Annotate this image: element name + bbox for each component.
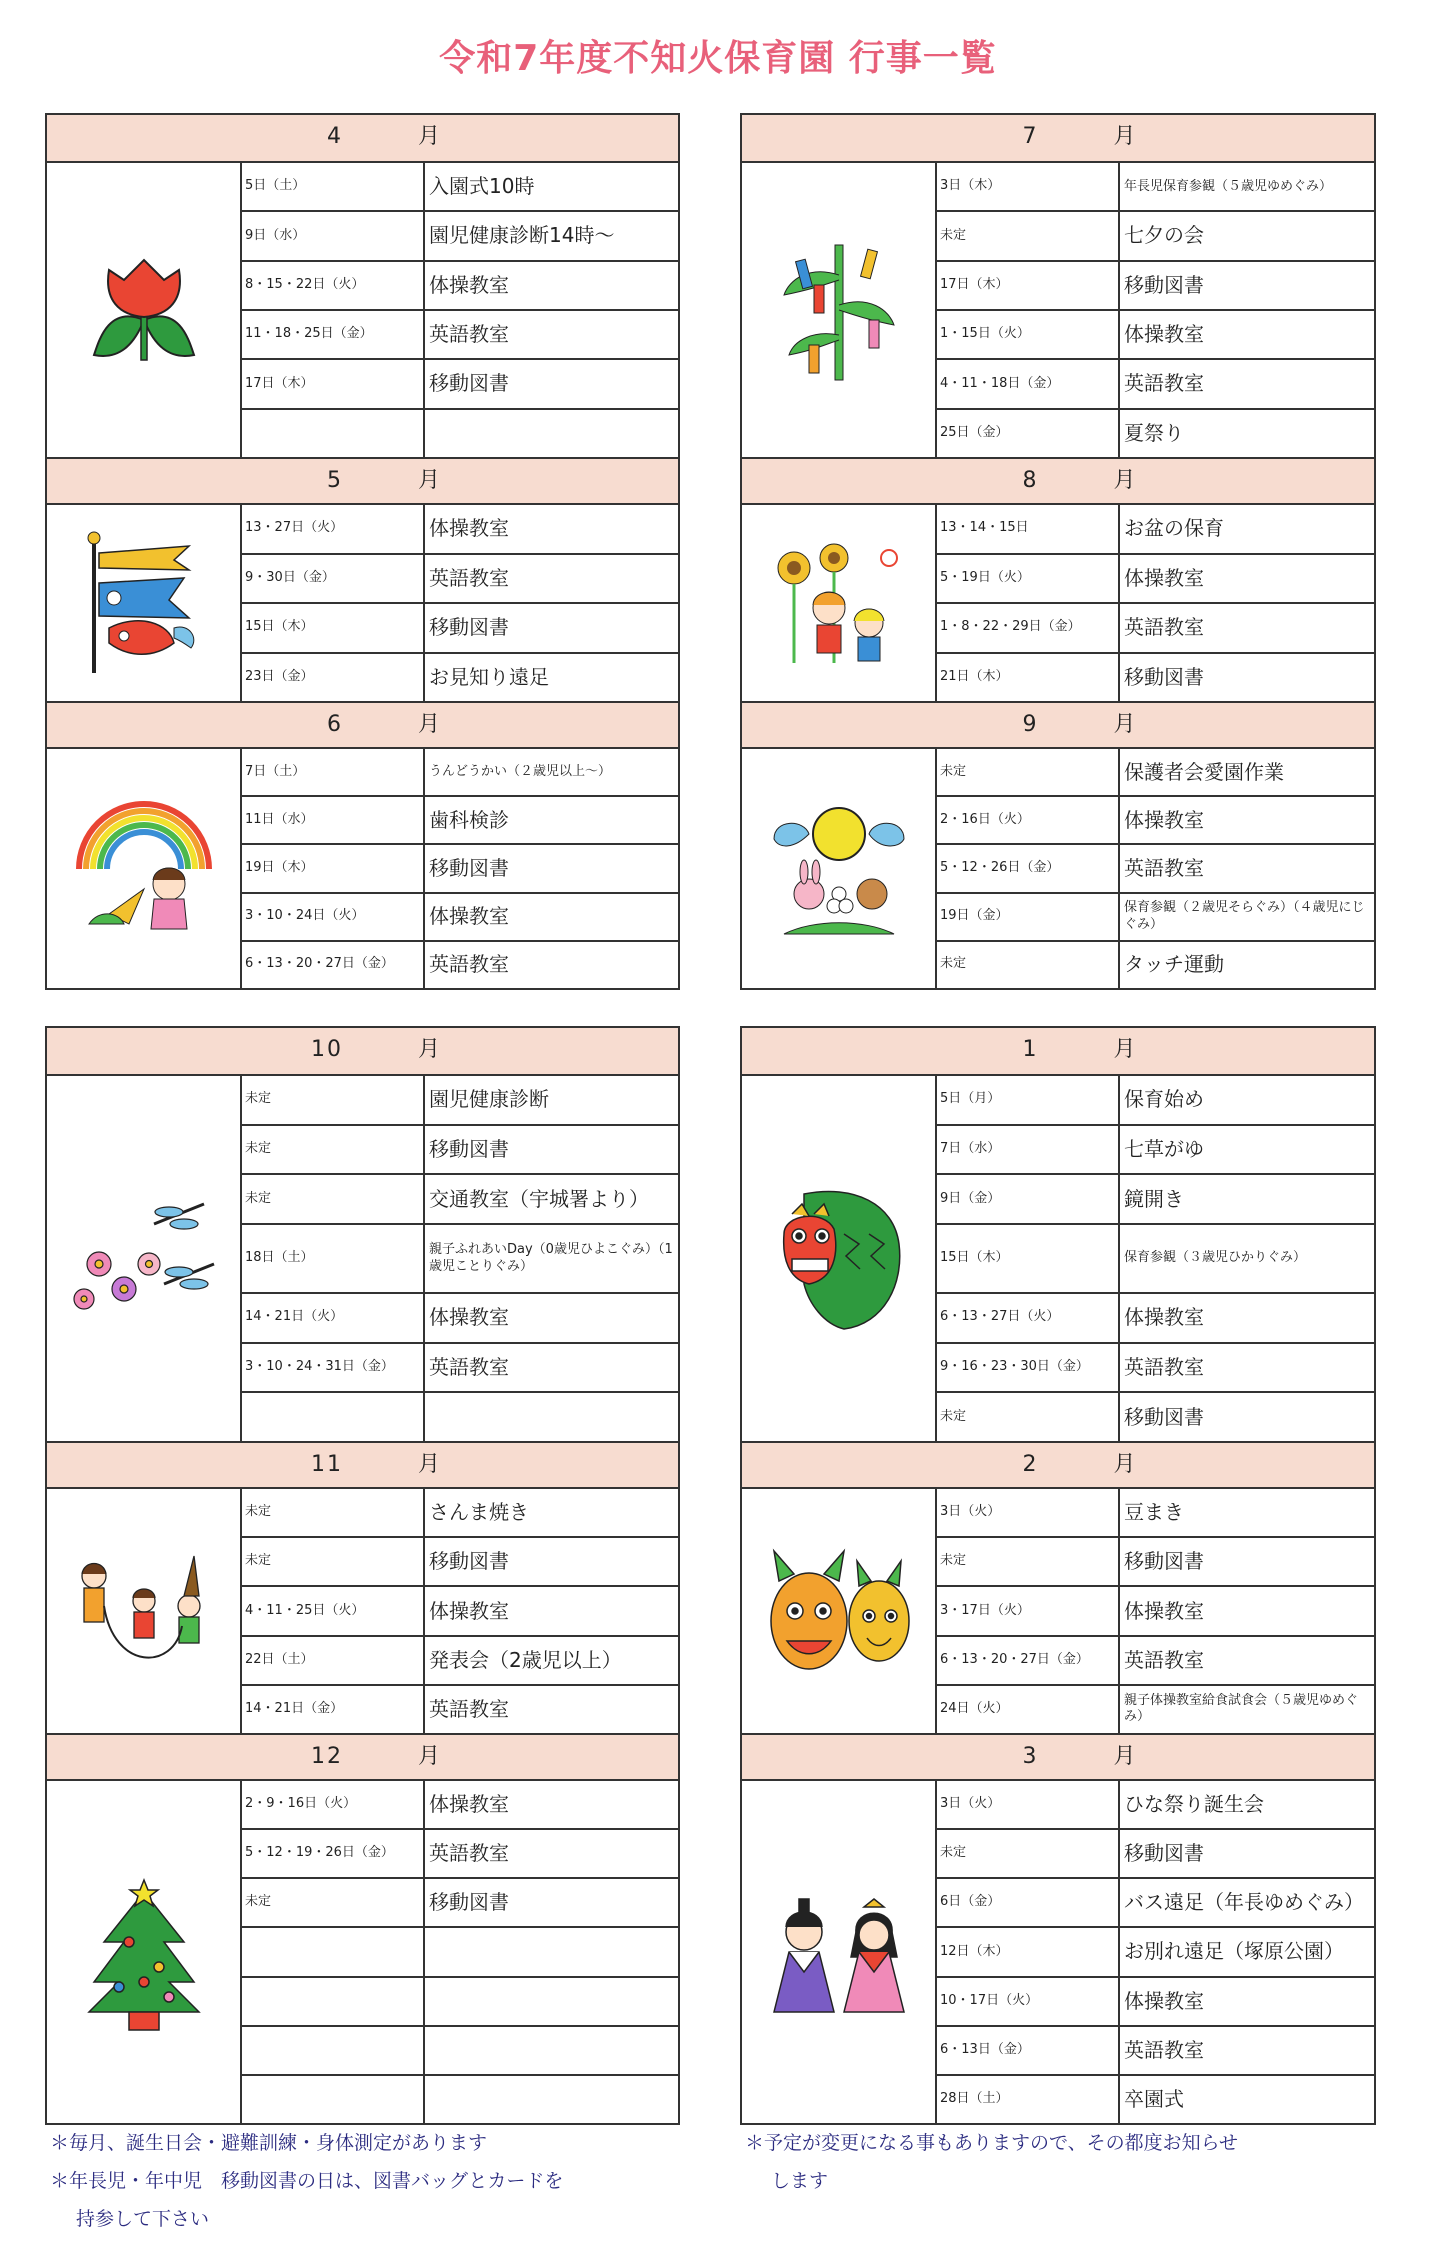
event-name: 英語教室 [429,322,509,347]
event-name: 移動図書 [1124,664,1204,689]
event-name: 豆まき [1124,1500,1184,1525]
hina-dolls-icon [742,1781,937,2123]
event-date: 未定 [937,1538,1120,1585]
event-name: お盆の保育 [1124,516,1224,541]
event-date [242,1978,425,2025]
event-row [937,1225,1374,1294]
event-date: 未定 [937,212,1120,259]
rainbow-icon [47,749,242,988]
event-name: 体操教室 [1124,565,1204,590]
month-unit: 月 [417,1744,442,1769]
event-date: 3日（火） [937,1781,1120,1828]
event-name: うんどうかい（２歳児以上～） [429,763,612,779]
month-header-jan [742,1028,1374,1076]
event-row [242,311,678,360]
month-body-aug [742,505,1374,701]
event-date: 1・8・22・29日（金） [937,604,1120,652]
event-row [242,1781,678,1830]
christmas-tree-icon [47,1781,242,2123]
event-rows-jul [937,163,1374,457]
event-date: 23日（金） [242,654,425,702]
event-date: 28日（土） [937,2076,1120,2123]
event-rows-oct [242,1076,678,1441]
event-row [937,163,1374,212]
carp-streamer-icon [47,505,242,701]
event-row [242,942,678,988]
event-date [242,2076,425,2123]
month-header-may [47,457,678,505]
event-date: 22日（土） [242,1637,425,1684]
footer-notes-right [745,2124,1385,2200]
event-rows-apr [242,163,678,457]
event-date: 15日（木） [937,1225,1120,1292]
event-date: 未定 [242,1076,425,1124]
event-row [242,845,678,893]
month-unit: 月 [417,124,442,149]
month-number: 9 [1022,712,1039,737]
event-name: 英語教室 [429,952,509,977]
event-name: 英語教室 [1124,2037,1204,2062]
event-rows-aug [937,505,1374,701]
event-row [937,360,1374,409]
event-name: 英語教室 [429,565,509,590]
month-unit: 月 [1113,712,1138,737]
event-name: 体操教室 [1124,1988,1204,2013]
event-name: 移動図書 [429,1137,509,1162]
month-number: 11 [311,1452,343,1477]
event-row [242,749,678,797]
event-name: 歯科検診 [429,807,509,832]
event-row [937,1830,1374,1879]
event-date: 17日（木） [242,360,425,407]
event-row [242,212,678,261]
event-name: 鏡開き [1124,1186,1184,1211]
month-unit: 月 [417,1037,442,1062]
event-row [242,604,678,654]
event-row [937,410,1374,457]
event-row [937,212,1374,261]
event-date: 未定 [937,1393,1120,1441]
event-row [242,797,678,845]
event-date: 3日（木） [937,163,1120,210]
event-date: 未定 [242,1538,425,1585]
event-row [937,1781,1374,1830]
note-line: 持参して下さい [76,2208,210,2230]
event-name: 親子体操教室給食試食会（５歳児ゆめぐみ） [1124,1693,1359,1725]
event-name: 体操教室 [1124,807,1204,832]
event-row [937,2076,1374,2123]
month-number: 2 [1022,1452,1039,1477]
month-unit: 月 [1113,1452,1138,1477]
event-rows-feb [937,1489,1374,1733]
month-header-oct [47,1028,678,1076]
event-date [242,410,425,457]
event-row [242,1637,678,1686]
event-name: 保育始め [1124,1087,1204,1112]
month-unit: 月 [417,712,442,737]
event-date: 5・12・26日（金） [937,845,1120,891]
month-unit: 月 [417,468,442,493]
event-name: 英語教室 [1124,1354,1204,1379]
event-date: 10・17日（火） [937,1978,1120,2025]
month-number: 8 [1022,468,1039,493]
event-row [937,311,1374,360]
event-row [242,1587,678,1636]
oni-masks-icon [742,1489,937,1733]
event-date: 6・13日（金） [937,2027,1120,2074]
calendar-block-apr-jun [45,113,680,990]
calendar-block-jul-sep [740,113,1376,990]
event-name: 移動図書 [1124,272,1204,297]
event-row [242,1076,678,1126]
event-date: 25日（金） [937,410,1120,457]
event-name: 移動図書 [1124,1549,1204,1574]
event-name: 園児健康診断 [429,1087,549,1112]
event-name: 保育参観（２歳児そらぐみ）（４歳児にじぐみ） [1124,900,1365,932]
event-row [937,555,1374,605]
event-name: 英語教室 [1124,1647,1204,1672]
sunflower-children-icon [742,505,937,701]
note-line: ＊毎月、誕生日会・避難訓練・身体測定があります [50,2132,488,2154]
event-row [242,262,678,311]
event-name: 交通教室（宇城署より） [429,1186,649,1211]
event-name: さんま焼き [429,1500,529,1525]
note-line: ＊年長児・年中児 移動図書の日は、図書バッグとカードを [50,2170,564,2192]
moon-viewing-icon [742,749,937,988]
event-date: 3・10・24日（火） [242,894,425,940]
event-row [937,1126,1374,1176]
event-row [242,1830,678,1879]
month-body-feb [742,1489,1374,1733]
event-row [937,505,1374,555]
month-number: 5 [327,468,343,493]
event-date: 18日（土） [242,1225,425,1292]
event-date: 2・16日（火） [937,797,1120,843]
event-date: 3日（火） [937,1489,1120,1536]
month-unit: 月 [1113,1744,1138,1769]
event-row [937,845,1374,893]
event-date: 未定 [242,1175,425,1223]
month-number: 12 [311,1744,343,1769]
month-unit: 月 [1113,1037,1138,1062]
month-body-apr [47,163,678,457]
event-name: 発表会（2歳児以上） [429,1647,622,1672]
month-number: 4 [327,124,343,149]
event-date: 1・15日（火） [937,311,1120,358]
event-name: 入園式10時 [429,174,535,199]
event-name: お見知り遠足 [429,664,549,689]
event-rows-mar [937,1781,1374,2123]
event-date: 4・11・18日（金） [937,360,1120,407]
event-date: 5・19日（火） [937,555,1120,603]
event-name: 体操教室 [429,1305,509,1330]
event-row [242,1126,678,1176]
event-date: 未定 [242,1879,425,1926]
event-name: 移動図書 [1124,1841,1204,1866]
event-row [937,262,1374,311]
calendar-block-oct-dec [45,1026,680,2125]
event-name: 移動図書 [429,856,509,880]
month-header-aug [742,457,1374,505]
month-header-mar [742,1733,1374,1781]
event-date [242,1928,425,1975]
event-name [425,2076,678,2123]
month-header-jun [47,701,678,749]
event-date: 14・21日（火） [242,1294,425,1342]
note-line: します [771,2170,829,2192]
event-name: 体操教室 [429,1792,509,1817]
event-row [242,163,678,212]
event-row [937,1587,1374,1636]
event-date: 未定 [937,942,1120,988]
event-name: 英語教室 [429,1354,509,1379]
event-row [242,555,678,605]
month-body-jan [742,1076,1374,1441]
cosmos-dragonfly-icon [47,1076,242,1441]
event-date: 5日（月） [937,1076,1120,1124]
event-row [937,1344,1374,1394]
event-row [937,1076,1374,1126]
jump-rope-kids-icon [47,1489,242,1733]
event-name: 英語教室 [1124,371,1204,396]
month-body-dec [47,1781,678,2123]
event-name: 親子ふれあいDay（0歳児ひよこぐみ）（1歳児ことりぐみ） [429,1242,673,1274]
month-header-apr [47,115,678,163]
event-row [242,410,678,457]
event-name [425,1393,678,1441]
event-rows-may [242,505,678,701]
event-row [242,1978,678,2027]
event-row [242,1879,678,1928]
tulip-icon [47,163,242,457]
event-date: 12日（木） [937,1928,1120,1975]
event-row [937,1489,1374,1538]
event-date: 11・18・25日（金） [242,311,425,358]
event-date: 19日（木） [242,845,425,891]
event-date: 未定 [937,749,1120,795]
event-row [937,1175,1374,1225]
event-date: 2・9・16日（火） [242,1781,425,1828]
event-name: 七草がゆ [1124,1137,1204,1162]
event-row [242,1344,678,1394]
event-date: 6・13・27日（火） [937,1294,1120,1342]
event-name: 英語教室 [1124,615,1204,640]
event-name [425,1978,678,2025]
event-date: 5・12・19・26日（金） [242,1830,425,1877]
event-date: 3・10・24・31日（金） [242,1344,425,1392]
event-row [937,749,1374,797]
event-name: 体操教室 [1124,1598,1204,1623]
event-name: 体操教室 [429,904,509,929]
event-date: 14・21日（金） [242,1686,425,1733]
event-row [937,1538,1374,1587]
event-row [937,1637,1374,1686]
month-body-may [47,505,678,701]
month-body-jul [742,163,1374,457]
event-name: 年長児保育参観（５歳児ゆめぐみ） [1124,178,1333,194]
event-name: 七夕の会 [1124,223,1204,248]
month-number: 1 [1022,1037,1039,1062]
event-row [937,1294,1374,1344]
month-body-mar [742,1781,1374,2123]
event-row [242,1175,678,1225]
month-header-feb [742,1441,1374,1489]
event-name: 体操教室 [429,516,509,541]
event-date: 11日（水） [242,797,425,843]
event-date: 21日（木） [937,654,1120,702]
event-row [937,1928,1374,1977]
event-row [242,1489,678,1538]
lion-dance-icon [742,1076,937,1441]
event-name: 移動図書 [429,1890,509,1915]
event-row [242,1294,678,1344]
event-date: 6・13・20・27日（金） [937,1637,1120,1684]
event-name: 移動図書 [429,1549,509,1574]
event-row [242,360,678,409]
event-name: 保護者会愛園作業 [1124,759,1284,784]
event-name: 体操教室 [429,1598,509,1623]
event-date: 17日（木） [937,262,1120,309]
month-unit: 月 [1113,124,1138,149]
month-body-oct [47,1076,678,1441]
event-date: 6日（金） [937,1879,1120,1926]
event-name: 移動図書 [429,371,509,396]
event-row [242,1538,678,1587]
event-row [242,894,678,942]
event-name: 卒園式 [1124,2086,1184,2111]
event-date: 7日（水） [937,1126,1120,1174]
event-row [242,2076,678,2123]
event-row [937,1686,1374,1733]
event-date: 19日（金） [937,894,1120,940]
event-name: 移動図書 [1124,1404,1204,1429]
month-number: 3 [1022,1744,1039,1769]
event-date: 6・13・20・27日（金） [242,942,425,988]
event-row [937,942,1374,988]
event-date: 3・17日（火） [937,1587,1120,1634]
event-name: 移動図書 [429,615,509,640]
event-date: 8・15・22日（火） [242,262,425,309]
page-title: 令和7年度不知火保育園 行事一覧 [439,38,997,79]
event-name [425,2027,678,2074]
event-row [937,1393,1374,1441]
event-name: 夏祭り [1124,420,1184,445]
month-header-nov [47,1441,678,1489]
month-header-jul [742,115,1374,163]
event-name: 英語教室 [1124,856,1204,880]
tanabata-bamboo-icon [742,163,937,457]
event-name: 体操教室 [429,272,509,297]
event-date: 未定 [242,1489,425,1536]
event-date: 未定 [937,1830,1120,1877]
month-number: 7 [1022,124,1039,149]
footer-notes-left [50,2124,690,2238]
event-name: お別れ遠足（塚原公園） [1124,1939,1344,1964]
event-name: ひな祭り誕生会 [1124,1792,1264,1817]
month-number: 10 [311,1037,343,1062]
event-rows-jan [937,1076,1374,1441]
event-row [937,604,1374,654]
event-name [425,410,678,457]
event-row [242,1393,678,1441]
note-line: ＊予定が変更になる事もありますので、その都度お知らせ [745,2132,1239,2154]
month-header-dec [47,1733,678,1781]
month-unit: 月 [417,1452,442,1477]
event-row [937,654,1374,702]
event-date: 5日（土） [242,163,425,210]
event-row [242,505,678,555]
event-name: 体操教室 [1124,1305,1204,1330]
event-row [937,894,1374,942]
event-date [242,1393,425,1441]
month-body-sep [742,749,1374,988]
event-name: 保育参観（３歳児ひかりぐみ） [1124,1250,1307,1266]
event-rows-jun [242,749,678,988]
event-name [425,1928,678,1975]
event-row [242,1686,678,1733]
event-row [937,2027,1374,2076]
event-date: 9・30日（金） [242,555,425,603]
event-name: 園児健康診断14時～ [429,223,615,248]
event-row [937,1879,1374,1928]
event-rows-nov [242,1489,678,1733]
event-rows-sep [937,749,1374,988]
calendar-block-jan-mar [740,1026,1376,2125]
month-body-jun [47,749,678,988]
event-rows-dec [242,1781,678,2123]
event-name: 体操教室 [1124,322,1204,347]
event-date [242,2027,425,2074]
event-date: 13・14・15日 [937,505,1120,553]
event-date: 7日（土） [242,749,425,795]
month-body-nov [47,1489,678,1733]
event-row [242,1928,678,1977]
event-row [242,1225,678,1294]
event-name: 英語教室 [429,1841,509,1866]
month-number: 6 [327,712,343,737]
event-row [937,797,1374,845]
event-name: バス遠足（年長ゆめぐみ） [1124,1890,1364,1915]
event-row [242,654,678,702]
event-name: タッチ運動 [1124,952,1224,977]
event-date: 未定 [242,1126,425,1174]
event-row [242,2027,678,2076]
event-date: 15日（木） [242,604,425,652]
event-date: 9日（水） [242,212,425,259]
event-date: 4・11・25日（火） [242,1587,425,1634]
event-date: 13・27日（火） [242,505,425,553]
event-row [937,1978,1374,2027]
event-date: 24日（火） [937,1686,1120,1733]
event-name: 英語教室 [429,1696,509,1721]
event-date: 9・16・23・30日（金） [937,1344,1120,1392]
month-unit: 月 [1113,468,1138,493]
event-date: 9日（金） [937,1175,1120,1223]
month-header-sep [742,701,1374,749]
